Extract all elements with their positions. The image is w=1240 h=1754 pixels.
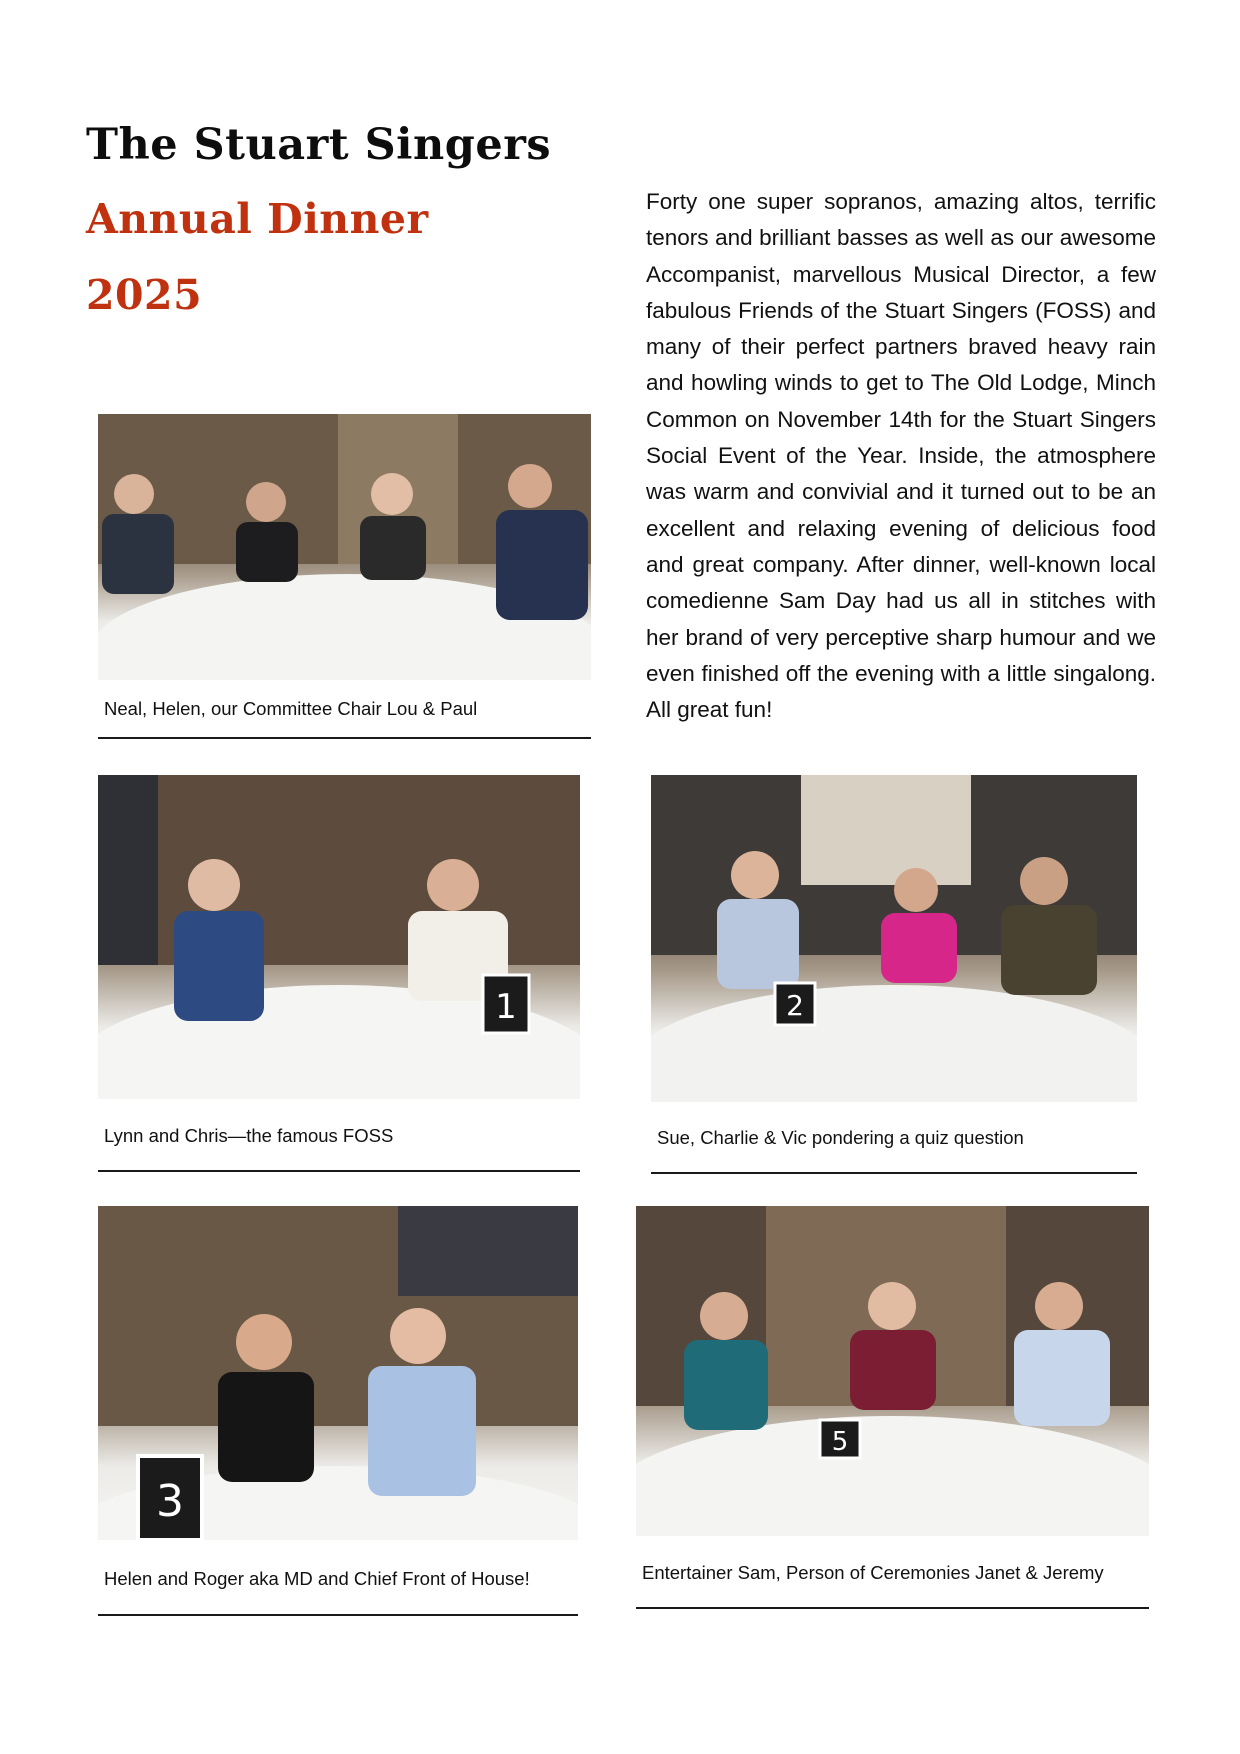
photo-caption: Sue, Charlie & Vic pondering a quiz question	[657, 1127, 1024, 1148]
event-year: 2025	[86, 271, 203, 319]
table-number-card: 3	[156, 1476, 184, 1527]
table-number-card: 2	[786, 989, 804, 1022]
photo-caption: Entertainer Sam, Person of Ceremonies Janet & Jeremy	[642, 1562, 1104, 1583]
table-number-card: 1	[495, 987, 517, 1027]
intro-paragraph: Forty one super sopranos, amazing altos, terrific tenors and brilliant basses as well as our awesome Accompanist, marvellous Musical Director, a few fabulous Friends of the Stuart Singers (FOSS) and many of their perfect partners braved heavy rain and howling winds to get to The Old Lodge, Minch Common on November 14th for the Stuart Singers Social Event of the Year. Inside, the atmosphere was warm and convivial and it turned out to be an excellent and relaxing evening of delicious food and great company. After dinner, well-known local comedienne Sam Day had us all in stitches with her brand of very perceptive sharp humour and we even finished off the evening with a little singalong. All great fun!	[646, 189, 1156, 723]
photo-caption: Lynn and Chris—the famous FOSS	[104, 1125, 394, 1146]
caption-rule	[98, 1614, 578, 1616]
table-number-card: 5	[831, 1427, 849, 1457]
newsletter-title: The Stuart Singers	[86, 120, 552, 170]
event-title: Annual Dinner	[86, 195, 429, 243]
caption-rule	[98, 737, 591, 739]
photo-dinner-table-1	[98, 414, 591, 680]
photo-caption: Helen and Roger aka MD and Chief Front of House!	[104, 1568, 530, 1589]
photo-dinner-table-5	[636, 1206, 1149, 1536]
caption-rule	[636, 1607, 1149, 1609]
photo-dinner-table-3	[651, 775, 1137, 1102]
caption-rule	[98, 1170, 580, 1172]
photo-dinner-table-4	[98, 1206, 578, 1540]
caption-rule	[651, 1172, 1137, 1174]
photo-caption: Neal, Helen, our Committee Chair Lou & Paul	[104, 698, 478, 719]
photo-dinner-table-2	[98, 775, 580, 1099]
